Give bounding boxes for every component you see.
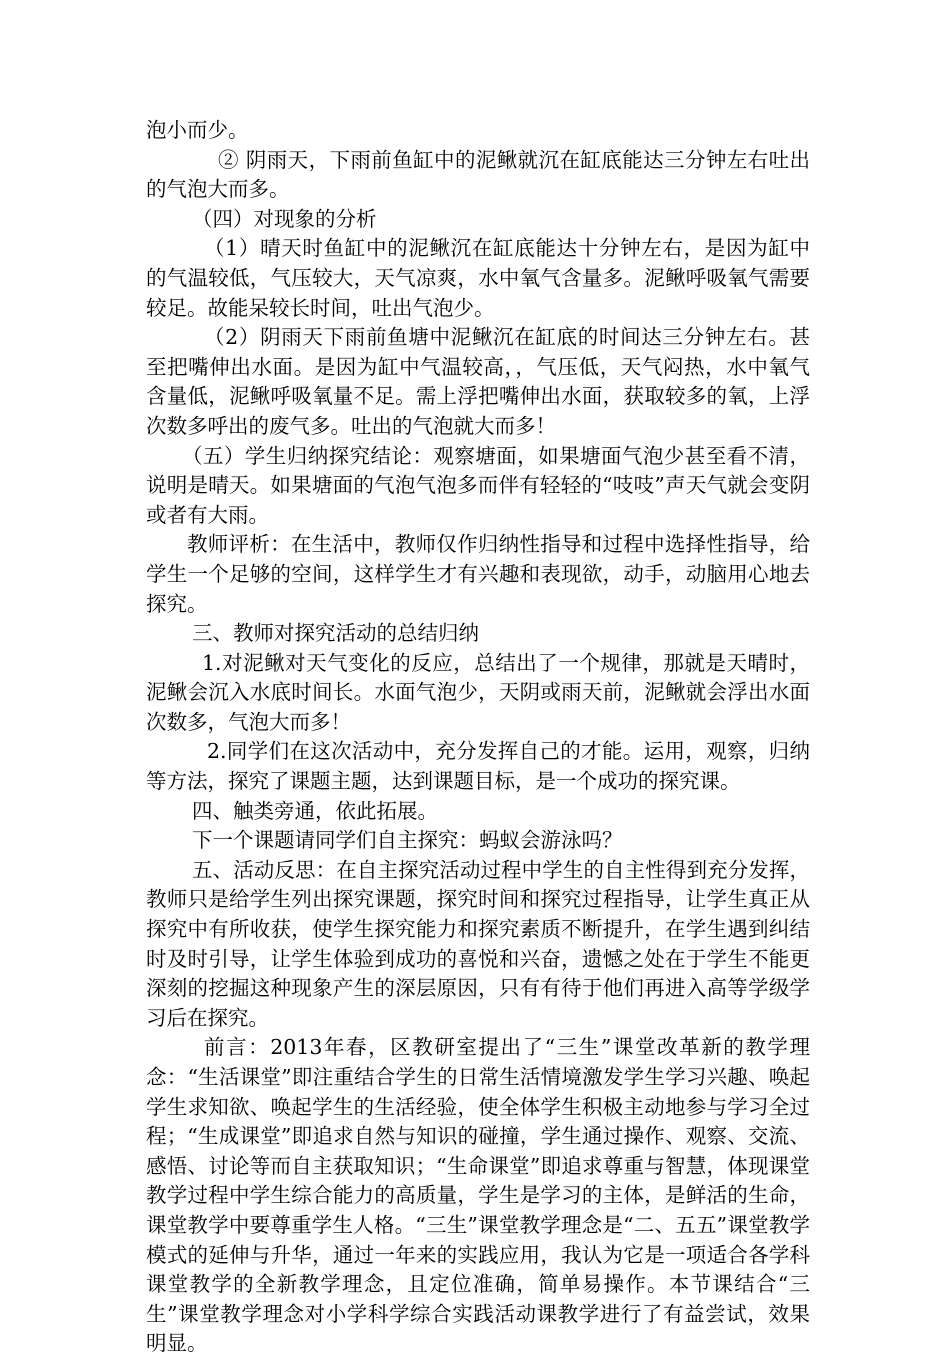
paragraph-next-topic: 下一个课题请同学们自主探究：蚂蚁会游泳吗？ (192, 828, 623, 853)
heading-phenomenon-analysis: （四）对现象的分析 (192, 206, 377, 231)
paragraph-student-conclusion: （五）学生归纳探究结论：观察塘面，如果塘面气泡少甚至看不清，说明是晴天。如果塘面的气泡气泡多而伴有轻轻的“吱吱”声天气就会变阴或者有大雨。 (146, 443, 810, 527)
paragraph-summary-point-1: 1.对泥鳅对天气变化的反应，总结出了一个规律，那就是天晴时，泥鳅会沉入水底时间长。水面气泡少，天阴或雨天前，泥鳅就会浮出水面次数多，气泡大而多！ (146, 650, 810, 734)
paragraph-activity-reflection: 五、活动反思：在自主探究活动过程中学生的自主性得到充分发挥，教师只是给学生列出探究课题，探究时间和探究过程指导，让学生真正从探究中有所收获，使学生探究能力和探究素质不断提升，在学生遇到纠结时及时引导，让学生体验到成功的喜悦和兴奋，遗憾之处在于学生不能更深刻的挖掘这种现象产生的深层原因，只有有待于他们再进入高等学级学习后在探究。 (146, 857, 810, 1030)
heading-teacher-summary: 三、教师对探究活动的总结归纳 (192, 621, 479, 646)
paragraph-preface: 前言：2013年春，区教研室提出了“三生”课堂改革新的教学理念：“生活课堂”即注重结合学生的日常生活情境激发学生学习兴趣、唤起学生求知欲、唤起学生的生活经验，使全体学生积极主动地参与学习全过程；“生成课堂”即追求自然与知识的碰撞，学生通过操作、观察、交流、感悟、讨论等而自主获取知识；“生命课堂”即追求尊重与智慧，体现课堂教学过程中学生综合能力的高质量，学生是学习的主体，是鲜活的生命，课堂教学中要尊重学生人格。“三生”课堂教学理念是“二、五五”课堂教学模式的延伸与升华，通过一年来的实践应用，我认为它是一项适合各学科课堂教学的全新教学理念，且定位准确，简单易操作。本节课结合“三生”课堂教学理念对小学科学综合实践活动课教学进行了有益尝试，效果明显。 (146, 1035, 810, 1356)
heading-extension: 四、触类旁通，依此拓展。 (192, 798, 438, 823)
paragraph-teacher-comment: 教师评析：在生活中，教师仅作归纳性指导和过程中选择性指导，给学生一个足够的空间，这样学生才有兴趣和表现欲，动手，动脑用心地去探究。 (146, 532, 810, 616)
paragraph-rainy-analysis: （2）阴雨天下雨前鱼塘中泥鳅沉在缸底的时间达三分钟左右。甚至把嘴伸出水面。是因为缸中气温较高，，气压低，天气闷热，水中氧气含量低，泥鳅呼吸氧量不足。需上浮把嘴伸出水面，获取较多的氧，上浮次数多呼出的废气多。吐出的气泡就大而多！ (146, 325, 810, 438)
document-body (146, 116, 810, 1359)
paragraph-rainy-day-observation: ② 阴雨天，下雨前鱼缸中的泥鳅就沉在缸底能达三分钟左右吐出的气泡大而多。 (146, 147, 810, 202)
paragraph-summary-point-2: 2.同学们在这次活动中，充分发挥自己的才能。运用，观察，归纳等方法，探究了课题主题，达到课题目标，是一个成功的探究课。 (146, 739, 810, 794)
paragraph-bubble-small: 泡小而少。 (146, 118, 249, 142)
paragraph-sunny-analysis: （1）晴天时鱼缸中的泥鳅沉在缸底能达十分钟左右，是因为缸中的气温较低，气压较大，天气凉爽，水中氧气含量多。泥鳅呼吸氧气需要较足。故能呆较长时间，吐出气泡少。 (146, 236, 810, 320)
